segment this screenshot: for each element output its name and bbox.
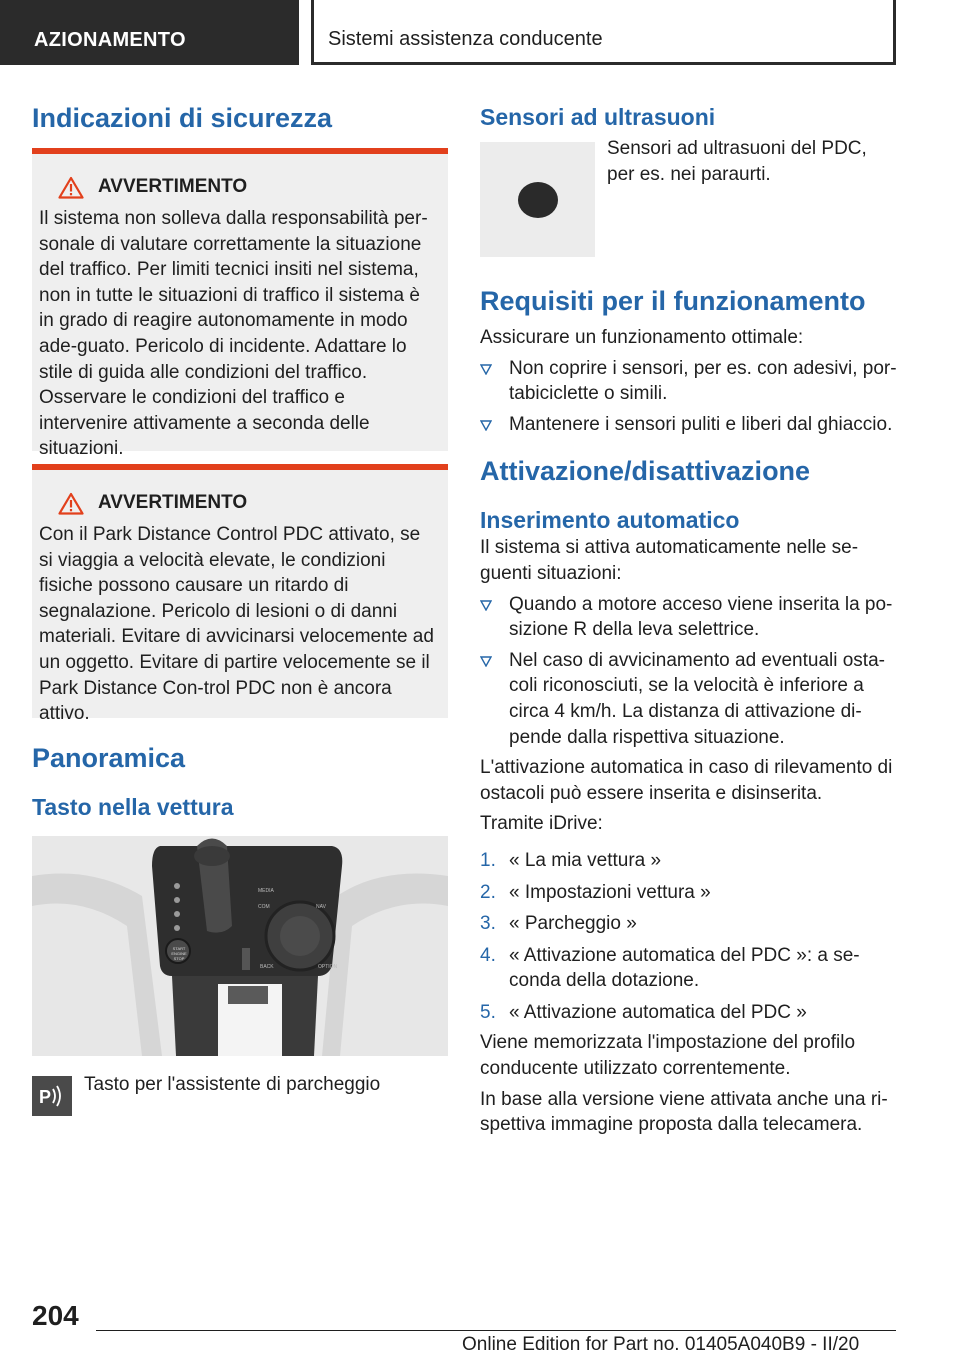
sensors-heading: Sensori ad ultrasuoni [480, 104, 716, 130]
center-console-image [32, 836, 448, 1056]
footer-divider [96, 1330, 896, 1331]
button-heading: Tasto nella vettura [32, 794, 234, 820]
warning-text-1: Il sistema non solleva dalla responsabilità per-sonale di valutare correttamente la situazione del traffico. Per limiti tecnici insiti nel sistema, non in tutte le situazioni di traffico il sistema è in grado di reagire autonomamente in modo ade-guato. Pericolo di incidente. Adattare lo stile di guida alle condizioni del traffico. Osservare le condizioni del traffico e intervenire attivamente a seconda delle situazioni. [39, 208, 428, 460]
warning-title-text-1: AVVERTIMENTO [98, 176, 248, 197]
list-item: Quando a motore acceso viene inserita la po-sizione R della leva selettrice. [480, 592, 900, 643]
idrive-intro: Tramite iDrive: [480, 813, 603, 835]
list-item: 5. « Attivazione automatica del PDC » [480, 1001, 807, 1023]
warning-box-1 [32, 148, 448, 460]
list-item: Mantenere i sensori puliti e liberi dal ghiaccio. [480, 412, 900, 438]
page-number: 204 [32, 1300, 79, 1331]
header-chapter-label: Sistemi assistenza conducente [328, 28, 603, 50]
svg-text:P: P [39, 1087, 52, 1107]
warning-title-1 [58, 174, 438, 200]
button-caption: Tasto per l'assistente di parcheggio [84, 1074, 381, 1095]
bullet-triangle-icon [480, 600, 492, 611]
ultrasonic-sensor-image [480, 142, 595, 257]
header-section-label: AZIONAMENTO [34, 29, 186, 51]
warning-title-2 [58, 490, 438, 516]
bullet-triangle-icon [480, 420, 492, 431]
console-label-com: COM [258, 904, 270, 910]
right-column [480, 100, 900, 1138]
left-column [32, 100, 448, 1116]
warning-text-2: Con il Park Distance Control PDC attivato, se si viaggia a velocità elevate, le condizioni fisiche possono causare un ritardo di segnalazione. Pericolo di lesioni o di danni materiali. Evitare di avvicinarsi velocemente ad un oggetto. Evitare di partire velocemente se il Park Distance Con-trol PDC non è ancora attivo. [39, 524, 434, 725]
console-label-nav: NAV [316, 904, 326, 910]
list-item: Nel caso di avvicinamento ad eventuali osta-coli riconosciuti, se la velocità è inferiore a circa 4 km/h. La distanza di attivazione di-pende dalla rispettiva situazione. [480, 648, 900, 750]
header-chapter-tab [311, 0, 896, 65]
park-assist-button-icon [32, 1076, 72, 1116]
console-label-start: START ENGINE STOP [171, 946, 187, 961]
list-item: 4. « Attivazione automatica del PDC »: a se-conda della dotazione. [480, 944, 860, 992]
overview-heading: Panoramica [32, 743, 186, 773]
memo-text: Viene memorizzata l'impostazione del profilo conducente utilizzato correntemente. [480, 1032, 856, 1080]
sensor-dot-icon [516, 180, 560, 220]
console-label-media: MEDIA [258, 888, 274, 894]
warning-triangle-icon [58, 176, 84, 199]
warning-triangle-icon [58, 492, 84, 515]
idrive-steps [480, 848, 900, 1026]
requirements-intro: Assicurare un funzionamento ottimale: [480, 327, 804, 348]
requirements-list [480, 356, 900, 438]
footer-edition: Online Edition for Part no. 01405A040B9 - II/20 [462, 1334, 860, 1355]
console-label-back: BACK [260, 964, 274, 970]
warning-box-2 [32, 464, 448, 725]
sensors-row [480, 138, 900, 257]
auto-intro: Il sistema si attiva automaticamente nelle se-guenti situazioni: [480, 537, 859, 584]
list-item: 2. « Impostazioni vettura » [480, 881, 711, 903]
console-label-option: OPTION [318, 964, 338, 970]
list-item: 3. « Parcheggio » [480, 913, 637, 935]
requirements-heading: Requisiti per il funzionamento [480, 286, 866, 316]
bullet-triangle-icon [480, 364, 492, 375]
button-caption-row [32, 1076, 448, 1116]
activation-heading: Attivazione/disattivazione [480, 456, 811, 487]
sensors-caption: Sensori ad ultrasuoni del PDC, per es. nei paraurti. [607, 138, 867, 185]
bullet-triangle-icon [480, 656, 492, 667]
auto-list [480, 592, 900, 751]
auto-heading: Inserimento automatico [480, 507, 740, 534]
list-item: 1. « La mia vettura » [480, 849, 662, 871]
warning-title-text-2: AVVERTIMENTO [98, 492, 248, 513]
list-item: Non coprire i sensori, per es. con adesivi, por-tabiciclette o simili. [480, 356, 900, 407]
center-console-drawing [32, 836, 448, 1056]
header-section-tab [0, 0, 299, 65]
auto-note: L'attivazione automatica in caso di rilevamento di ostacoli può essere inserita e disinserita. [480, 757, 893, 804]
safety-heading: Indicazioni di sicurezza [32, 103, 333, 133]
camera-text: In base alla versione viene attivata anche una ri-spettiva immagine proposta dalla telecamera. [480, 1088, 888, 1136]
